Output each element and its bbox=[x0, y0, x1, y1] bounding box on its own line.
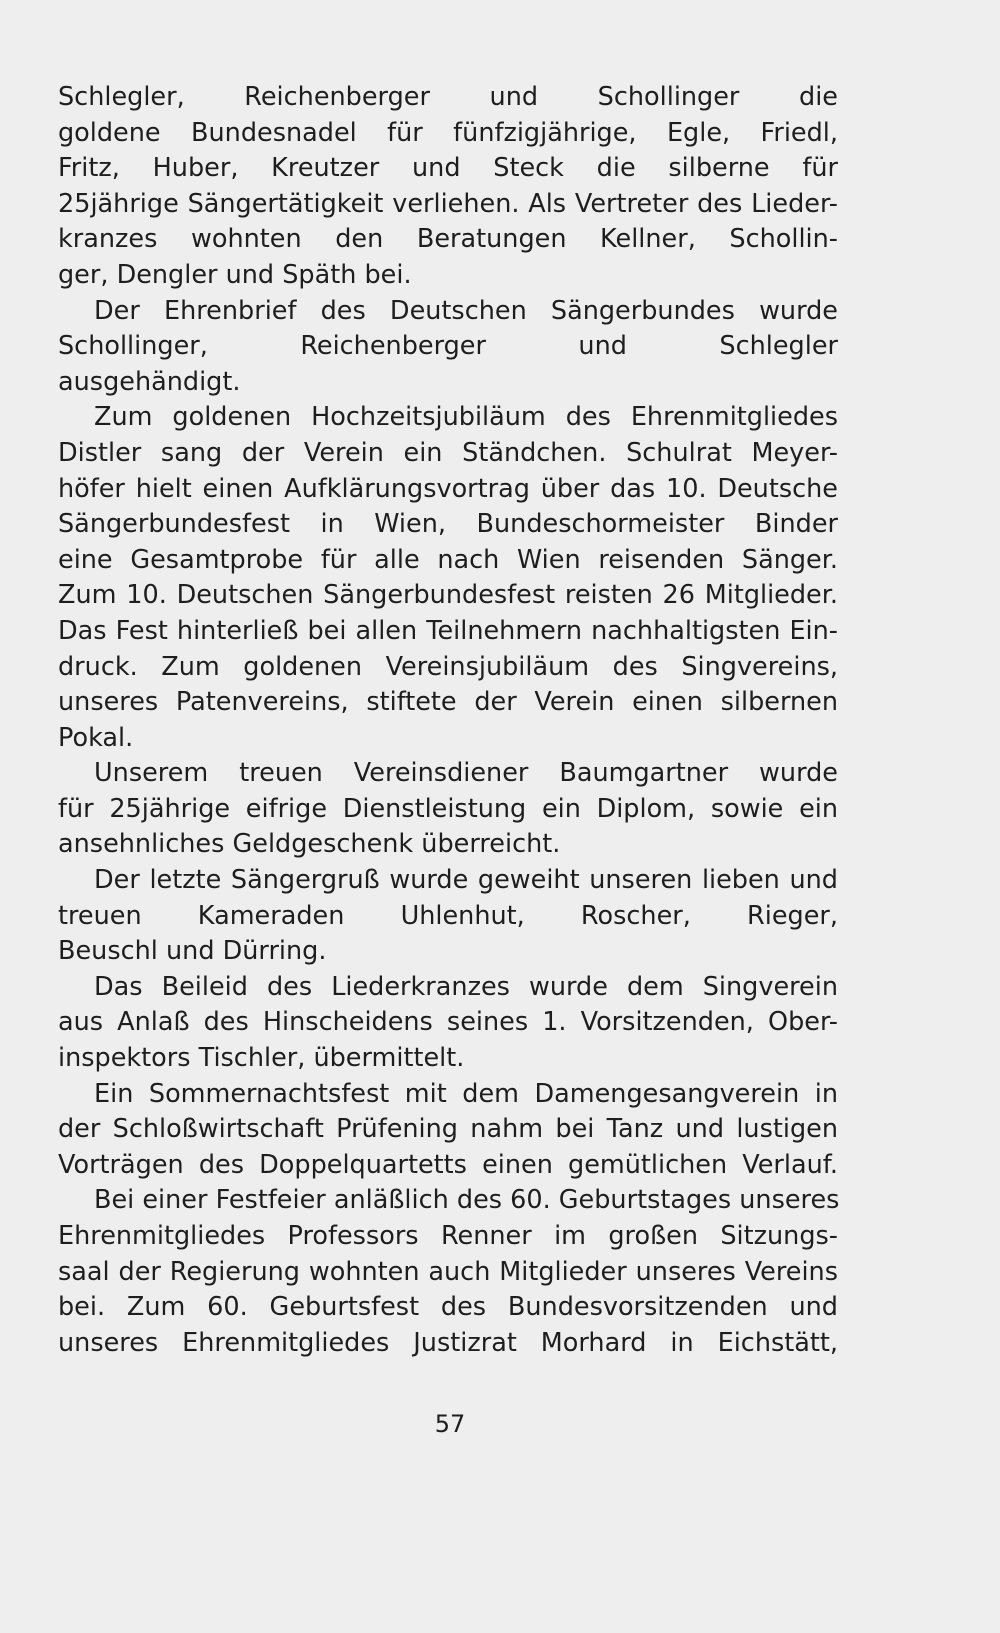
text-line: druck. Zum goldenen Vereinsjubiläum des Singvereins, bbox=[58, 651, 838, 682]
text-line: 25jährige Sängertätigkeit verliehen. Als Vertreter des Lieder- bbox=[58, 188, 838, 219]
text-line: unseres Ehrenmitgliedes Justizrat Morhard in Eichstätt, bbox=[58, 1327, 838, 1358]
text-line: Zum 10. Deutschen Sängerbundesfest reisten 26 Mitglieder. bbox=[58, 580, 838, 611]
text-line: Bei einer Festfeier anläßlich des 60. Geburtstages unseres bbox=[94, 1185, 840, 1216]
text-line: bei. Zum 60. Geburtsfest des Bundesvorsitzenden und bbox=[58, 1292, 838, 1323]
text-line: eine Gesamtprobe für alle nach Wien reisenden Sänger. bbox=[58, 544, 838, 575]
text-line: saal der Regierung wohnten auch Mitglieder unseres Vereins bbox=[58, 1256, 838, 1287]
text-line: Ehrenmitgliedes Professors Renner im großen Sitzungs- bbox=[58, 1221, 838, 1251]
text-line: Fritz, Huber, Kreutzer und Steck die silberne für bbox=[58, 153, 838, 184]
text-line: Der letzte Sängergruß wurde geweiht unseren lieben und bbox=[94, 865, 838, 896]
page-number: 57 bbox=[434, 1410, 466, 1438]
text-line: Unserem treuen Vereinsdiener Baumgartner wurde bbox=[94, 758, 838, 789]
text-line: Schollinger, Reichenberger und Schlegler bbox=[58, 331, 838, 362]
body-text bbox=[58, 80, 838, 1361]
text-line: Das Fest hinterließ bei allen Teilnehmern nachhaltigsten Ein- bbox=[58, 615, 838, 646]
text-line: inspektors Tischler, übermittelt. bbox=[58, 1043, 465, 1074]
text-line: Ein Sommernachtsfest mit dem Damengesangverein in bbox=[94, 1078, 838, 1109]
text-line: ausgehändigt. bbox=[58, 366, 241, 397]
text-line: ger, Dengler und Späth bei. bbox=[58, 259, 412, 290]
text-line: Das Beileid des Liederkranzes wurde dem Singverein bbox=[94, 971, 838, 1002]
text-line: Beuschl und Dürring. bbox=[58, 936, 327, 967]
text-line: kranzes wohnten den Beratungen Kellner, Schollin- bbox=[58, 224, 838, 255]
text-line: Distler sang der Verein ein Ständchen. Schulrat Meyer- bbox=[58, 437, 838, 468]
text-line: höfer hielt einen Aufklärungsvortrag über das 10. Deutsche bbox=[58, 473, 838, 504]
text-line: treuen Kameraden Uhlenhut, Roscher, Rieger, bbox=[58, 900, 838, 931]
text-line: Schlegler, Reichenberger und Schollinger die bbox=[58, 82, 838, 112]
text-line: der Schloßwirtschaft Prüfening nahm bei Tanz und lustigen bbox=[58, 1114, 838, 1145]
text-line: Sängerbundesfest in Wien, Bundeschormeister Binder bbox=[58, 509, 838, 540]
text-line: Vorträgen des Doppelquartetts einen gemütlichen Verlauf. bbox=[58, 1149, 838, 1180]
text-line: für 25jährige eifrige Dienstleistung ein Diplom, sowie ein bbox=[58, 793, 838, 824]
text-line: Der Ehrenbrief des Deutschen Sängerbundes wurde bbox=[94, 295, 838, 326]
text-line: Pokal. bbox=[58, 722, 134, 753]
text-line: Zum goldenen Hochzeitsjubiläum des Ehrenmitgliedes bbox=[94, 402, 838, 433]
text-line: unseres Patenvereins, stiftete der Verein einen silbernen bbox=[58, 687, 838, 718]
text-line: goldene Bundesnadel für fünfzigjährige, Egle, Friedl, bbox=[58, 117, 838, 148]
text-line: aus Anlaß des Hinscheidens seines 1. Vorsitzenden, Ober- bbox=[58, 1007, 838, 1038]
text-line: ansehnliches Geldgeschenk überreicht. bbox=[58, 829, 561, 860]
